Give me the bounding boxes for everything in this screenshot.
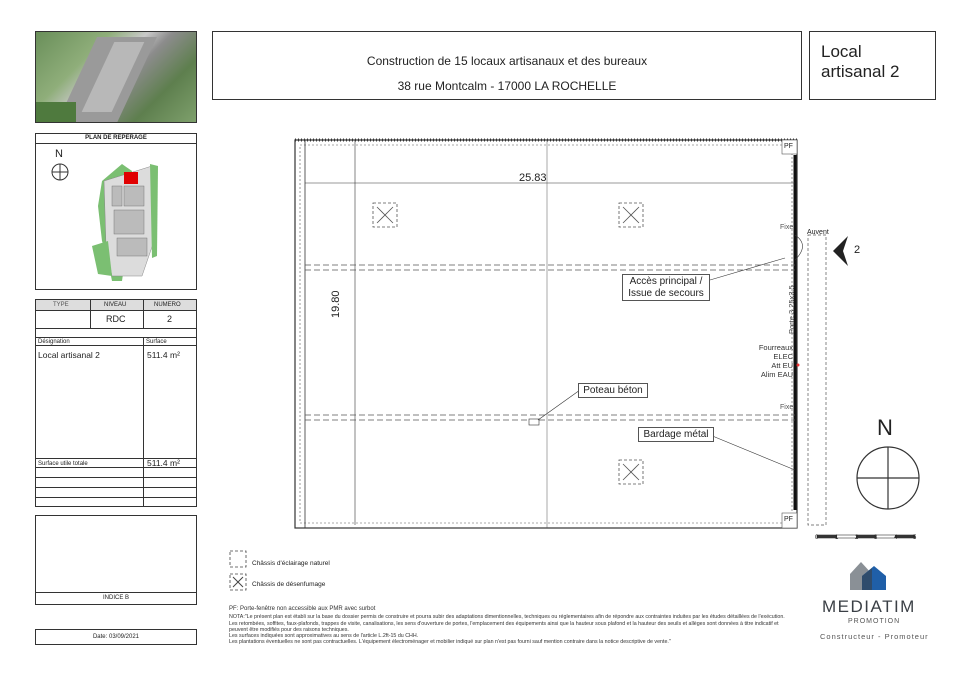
indice: INDICE B	[102, 595, 129, 601]
niveau-value: RDC	[106, 314, 126, 324]
project-title: Construction de 15 locaux artisanaux et des bureaux	[366, 54, 648, 68]
project-address: 38 rue Montcalm - 17000 LA ROCHELLE	[397, 79, 617, 93]
legend-desenfumage: Châssis de désenfumage	[252, 581, 326, 588]
designation-header: Désignation	[38, 339, 70, 345]
unit-title: Local artisanal 2	[821, 42, 900, 81]
alim-eau-label: Alim EAU	[760, 370, 793, 379]
legend-desenfumage-icon	[229, 573, 247, 591]
brand-tagline: Constructeur - Promoteur	[820, 632, 929, 641]
brand-name: MEDIATIM	[822, 597, 916, 616]
poteau-label: Poteau béton	[578, 383, 648, 398]
note-3: Les surfaces indiquées sont approximatives au sens de l'article L.2ft-15 du CHH.	[229, 633, 419, 640]
scale-3: 3	[874, 535, 878, 541]
site-map	[62, 146, 192, 286]
col-numero: NUMERO	[154, 302, 181, 308]
fourreaux-group	[745, 343, 793, 379]
compass-icon	[853, 444, 923, 514]
elec-label: ELEC	[773, 352, 793, 361]
fixe-top: Fixe	[780, 224, 794, 231]
note-2: Les retombées, soffites, faux-plafonds, trappes de visite, canalisations, les sens d'ouverture de portes, l'emplacement des équipements ainsi que la hauteur sous plafond et la hauteur des seuils et allèges sont données à titre indicatif et peuvent être modifiés pour des raisons techniques.	[229, 620, 779, 633]
designation-value: Local artisanal 2	[38, 350, 100, 360]
acces-label: Accès principal / Issue de secours	[622, 274, 710, 301]
att-eu-label: Att EU	[771, 361, 793, 370]
floor-plan	[290, 135, 830, 535]
scale-1: 1	[835, 535, 839, 541]
scale-bar	[815, 529, 925, 539]
col-niveau: NIVEAU	[104, 302, 127, 308]
indice-box	[35, 515, 197, 605]
view-number: 2	[854, 244, 861, 256]
scale-0: 0	[815, 535, 819, 541]
legend-eclairage-icon	[229, 550, 247, 568]
col-type: TYPE	[53, 302, 69, 308]
view-arrow-icon	[833, 236, 849, 266]
surface-header: Surface	[146, 339, 167, 345]
mediatim-logo-icon	[848, 558, 890, 592]
width-dimension: 25.83	[519, 172, 547, 184]
scale-4: 4	[894, 535, 898, 541]
bardage-label: Bardage métal	[638, 427, 714, 442]
total-label: Surface utile totale	[38, 461, 88, 467]
fixe-bottom: Fixe	[780, 404, 794, 411]
note-4: Les plantations éventuelles ne sont pas contractuelles. L'équipement électroménager et mobilier indiqué sur plan n'est pas fourni sauf mention contraire dans la notice descriptive de vente."	[229, 639, 671, 646]
pf-bottom: PF	[784, 516, 793, 523]
note-1: NOTA:"Le présent plan est établi sur la base du dossier permis de construire et pourra subir des adaptations dimentionnelles, techniques ou réglementaires afin de répondre aux contraintes induites par les études détaillées de l'exécution.	[229, 614, 785, 621]
unit-title-box	[809, 31, 936, 100]
numero-value: 2	[167, 314, 173, 324]
aerial-photo	[35, 31, 197, 123]
scale-5: 5	[913, 535, 917, 541]
pf-top: PF	[784, 143, 793, 150]
surface-value: 511.4 m²	[147, 350, 180, 360]
porte-label: Porte 3.25x3.5	[787, 285, 796, 334]
plan-reperage	[35, 133, 197, 290]
notes	[229, 606, 794, 646]
date-box	[35, 629, 197, 645]
legend-eclairage: Châssis d'éclairage naturel	[252, 560, 330, 567]
height-dimension: 19.80	[330, 290, 342, 318]
brand-sub: PROMOTION	[848, 618, 901, 625]
reperage-north: N	[55, 148, 63, 160]
date: Date: 03/09/2021	[92, 634, 140, 640]
note-pf: PF: Porte-fenêtre non accessible aux PMR avec surbot	[229, 606, 376, 612]
total-value: 511.4 m²	[147, 458, 180, 468]
scale-2: 2	[855, 535, 859, 541]
info-table	[35, 299, 197, 507]
fourreaux-label: Fourreaux	[758, 343, 793, 352]
north-label: N	[877, 415, 893, 440]
reperage-title: PLAN DE REPERAGE	[85, 135, 147, 141]
project-header	[212, 31, 802, 100]
auvent-label: Auvent	[807, 229, 829, 236]
